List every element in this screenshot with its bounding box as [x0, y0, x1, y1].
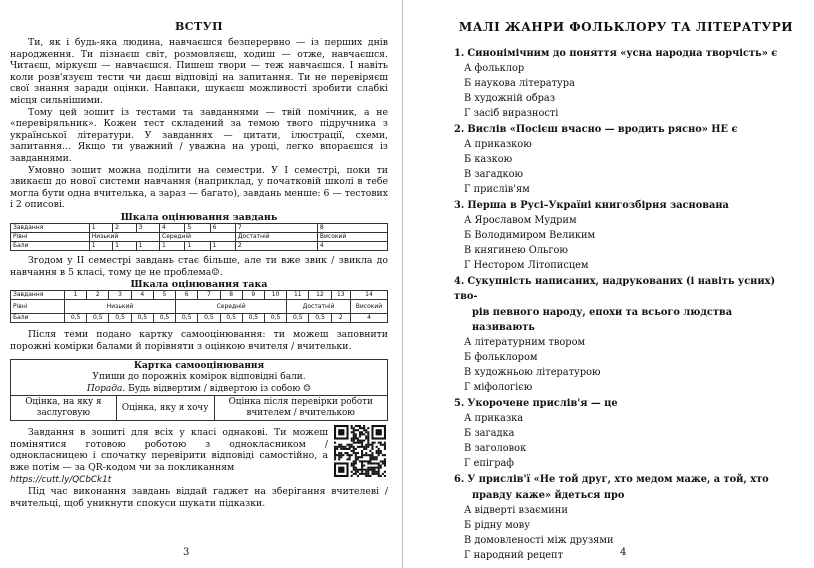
table-cell: 4: [317, 241, 387, 250]
table-cell: Достатній: [287, 300, 351, 314]
table-cell: Достатній: [235, 232, 317, 241]
table-cell: 3: [109, 291, 131, 300]
question-text-continued: правду каже» йдеться про: [472, 490, 625, 501]
question-stem: Перша в Русі–Україні книгозбірня заснована: [467, 200, 729, 211]
question-stem: У прислів'ї «Не той друг, хто медом маже, а той, хто: [467, 474, 769, 485]
answer-option[interactable]: В художньою літературою: [464, 367, 601, 378]
answer-option[interactable]: Г народний рецепт: [464, 550, 563, 561]
table-cell: 0,5: [220, 314, 242, 323]
questions-list: [454, 46, 798, 563]
answer-option[interactable]: Б загадка: [464, 428, 515, 439]
table-cell: 0,5: [264, 314, 286, 323]
answer-option[interactable]: А приказкою: [464, 139, 532, 150]
table-cell: Середній: [160, 232, 236, 241]
table-cell: 7: [235, 223, 317, 232]
intro-paragraph-5: Після теми подано картку самооцінювання: ти можеш заповнити порожні комірки балами й порівняти з оцінкою вчителя / вчительки.: [10, 329, 388, 352]
grading-table-2: [10, 290, 388, 323]
answer-option[interactable]: А фольклор: [464, 63, 525, 74]
page-divider: [402, 0, 403, 568]
table-row-label: Рівні: [11, 300, 65, 314]
question-stem: Укорочене прислів'я — це: [467, 398, 618, 409]
table-cell: 0,5: [242, 314, 264, 323]
answer-option[interactable]: А приказка: [464, 413, 524, 424]
question-text: [454, 472, 798, 487]
page-number-right: 4: [620, 547, 627, 558]
question-stem: Сукупність написаних, надрукованих (і навіть усних) тво-: [454, 276, 776, 302]
answer-option[interactable]: Б Володимиром Великим: [464, 230, 596, 241]
question-2: [454, 122, 798, 197]
answer-option[interactable]: Б наукова література: [464, 78, 575, 89]
qr-section: [10, 427, 388, 509]
table-cell: 14: [351, 291, 388, 300]
table-row-label: Бали: [11, 241, 90, 250]
answer-option[interactable]: Г засіб виразності: [464, 108, 559, 119]
intro-paragraph-2: Тому цей зошит із тестами та завданнями — твій помічник, а не «перевіряльник». Кожен тест складений за темою твого підручника з української літератури. У завданнях — цитати, ілюстрації, схеми, запитання… Якщо ти уважний / уважна на уроці, легко впораєшся із завданнями.: [10, 106, 388, 164]
answer-option[interactable]: В домовленості між друзями: [464, 535, 614, 546]
table-cell: 0,5: [309, 314, 331, 323]
table-cell: 13: [331, 291, 350, 300]
answer-option[interactable]: Г міфологією: [464, 382, 533, 393]
answer-option[interactable]: Г прислів'ям: [464, 184, 530, 195]
table-cell: Високий: [317, 232, 387, 241]
table-cell: 12: [309, 291, 331, 300]
card-column-deserved: Оцінка, на яку я заслуговую: [11, 396, 116, 421]
intro-paragraph-4: Згодом у ІІ семестрі завдань стає більше, але ти вже звик / звикла до навчання в 5 класі, тому це не проблема☺.: [10, 254, 388, 278]
question-3: [454, 198, 798, 273]
answer-option[interactable]: Г Нестором Літописцем: [464, 260, 589, 271]
table-cell: 0,5: [131, 314, 153, 323]
table-cell: 9: [242, 291, 264, 300]
question-number: 1.: [454, 48, 465, 59]
intro-paragraph-6: [10, 427, 388, 486]
table-cell: 1: [185, 241, 210, 250]
table-row-label: Рівні: [11, 232, 90, 241]
answer-option[interactable]: Б казкою: [464, 154, 513, 165]
question-text: [454, 46, 798, 61]
advice-text: Будь відвертим / відвертою із собою ☺: [125, 384, 312, 395]
question-text: [454, 274, 798, 304]
card-advice: [11, 383, 387, 395]
left-page: [0, 0, 398, 568]
table-cell: 5: [185, 223, 210, 232]
question-text: [454, 122, 798, 137]
test-title: МАЛІ ЖАНРИ ФОЛЬКЛОРУ ТА ЛІТЕРАТУРИ: [458, 20, 794, 34]
question-number: 4.: [454, 276, 465, 287]
right-page: [406, 0, 814, 568]
question-stem: Синонімічним до поняття «усна народна творчість» є: [467, 48, 778, 59]
answer-option[interactable]: А літературним твором: [464, 337, 586, 348]
intro-paragraph-3: Умовно зошит можна поділити на семестри. У І семестрі, поки ти звикаєш до нової системи навчання (наприклад, у початковій школі в тебе могла бути одна вчителька, а зараз — багато), завдань менше: 6 — тестових і 2 описові.: [10, 164, 388, 211]
question-number: 3.: [454, 200, 465, 211]
table-cell: 0,5: [109, 314, 131, 323]
card-columns: [11, 395, 387, 420]
advice-label: Порада.: [86, 384, 126, 395]
table-cell: 8: [220, 291, 242, 300]
table-cell: 8: [317, 223, 387, 232]
question-number: 6.: [454, 474, 465, 485]
grading-table-2-title: Шкала оцінювання така: [130, 279, 268, 291]
table-cell: Високий: [351, 300, 388, 314]
table-cell: 5: [153, 291, 175, 300]
table-cell: 2: [113, 223, 136, 232]
table-cell: 1: [160, 241, 185, 250]
question-5: [454, 396, 798, 471]
table-cell: 0,5: [64, 314, 86, 323]
table-cell: 0,5: [287, 314, 309, 323]
table-cell: 4: [351, 314, 388, 323]
intro-title: ВСТУП: [174, 20, 224, 33]
table-cell: 0,5: [153, 314, 175, 323]
grading-table-1-title: Шкала оцінювання завдань: [120, 211, 278, 223]
table-cell: 1: [64, 291, 86, 300]
table-cell: 11: [287, 291, 309, 300]
table-cell: Середній: [176, 300, 287, 314]
answer-option[interactable]: В заголовок: [464, 443, 527, 454]
answer-option[interactable]: Б фольклором: [464, 352, 538, 363]
table-cell: 2: [87, 291, 109, 300]
table-cell: 0,5: [176, 314, 198, 323]
table-cell: 6: [176, 291, 198, 300]
card-column-teacher: Оцінка після перевірки роботи вчителем / вчителькою: [214, 396, 387, 421]
answer-option[interactable]: А Ярославом Мудрим: [464, 215, 577, 226]
table-cell: 2: [331, 314, 350, 323]
question-number: 2.: [454, 124, 465, 135]
page-number-left: 3: [183, 547, 190, 558]
question-text-continued: рів певного народу, епохи та всього людства називають: [472, 307, 733, 333]
answer-option[interactable]: В загадкою: [464, 169, 524, 180]
paragraph-6-text: Завдання в зошиті для всіх у класі однакові. Ти можеш помінятися готовою роботою з однокласником / однокласницею і спочатку перевірити відповіді самостійно, а вже потім — за QR-кодом чи за покликанням: [10, 427, 328, 474]
table-cell: 2: [235, 241, 317, 250]
table-cell: 10: [264, 291, 286, 300]
grading-table-1: [10, 223, 388, 251]
question-text: [454, 396, 798, 411]
table-cell: 1: [136, 241, 159, 250]
table-row-label: Завдання: [11, 291, 65, 300]
answer-option[interactable]: В художній образ: [464, 93, 556, 104]
card-instruction: Упиши до порожніх комірок відповідні бали.: [92, 372, 306, 383]
table-row-label: Завдання: [11, 223, 90, 232]
card-column-wanted: Оцінка, яку я хочу: [116, 396, 214, 421]
table-cell: Низький: [89, 232, 159, 241]
table-cell: 0,5: [87, 314, 109, 323]
question-stem: Вислів «Посієш вчасно — вродить рясно» НЕ є: [467, 124, 738, 135]
question-1: [454, 46, 798, 121]
intro-paragraph-7: Під час виконання завдань віддай гаджет на зберігання вчителеві / вчительці, щоб уникнути спокуси шукати підказки.: [10, 486, 388, 509]
table-cell: 3: [136, 223, 159, 232]
intro-paragraph-1: Ти, як і будь-яка людина, навчаєшся безперервно — із перших днів народження. Ти пізнаєш світ, розмовляєш, ходиш — отже, навчаєшся. Читаєш, міркуєш — навчаєшся. Пишеш твори — теж навчаєшся. І навіть коли розв'язуєш тести чи даєш відповіді на запитання. Ти не перевіряєш свої знання заради оцінки. Навпаки, шукаєш можливості зробити слабкі місця сильнішими.: [10, 37, 388, 106]
answer-option[interactable]: Б рідну мову: [464, 520, 530, 531]
qr-code-icon[interactable]: [334, 425, 386, 477]
table-cell: Низький: [64, 300, 175, 314]
answer-option[interactable]: А відверті взаємини: [464, 505, 568, 516]
table-cell: 1: [89, 241, 112, 250]
table-cell: 1: [113, 241, 136, 250]
question-number: 5.: [454, 398, 465, 409]
table-row-label: Бали: [11, 314, 65, 323]
table-cell: 6: [210, 223, 235, 232]
self-assessment-card: [10, 359, 388, 421]
table-cell: 0,5: [198, 314, 220, 323]
answer-option[interactable]: В княгинею Ольгою: [464, 245, 568, 256]
answers-link[interactable]: https://cutt.ly/QCbCk1t: [10, 474, 112, 485]
table-cell: 7: [198, 291, 220, 300]
question-text: [454, 198, 798, 213]
table-cell: 1: [89, 223, 112, 232]
question-4: [454, 274, 798, 395]
table-cell: 4: [160, 223, 185, 232]
card-title: Картка самооцінювання: [133, 361, 265, 372]
table-cell: 4: [131, 291, 153, 300]
answer-option[interactable]: Г епіграф: [464, 458, 514, 469]
table-cell: 1: [210, 241, 235, 250]
